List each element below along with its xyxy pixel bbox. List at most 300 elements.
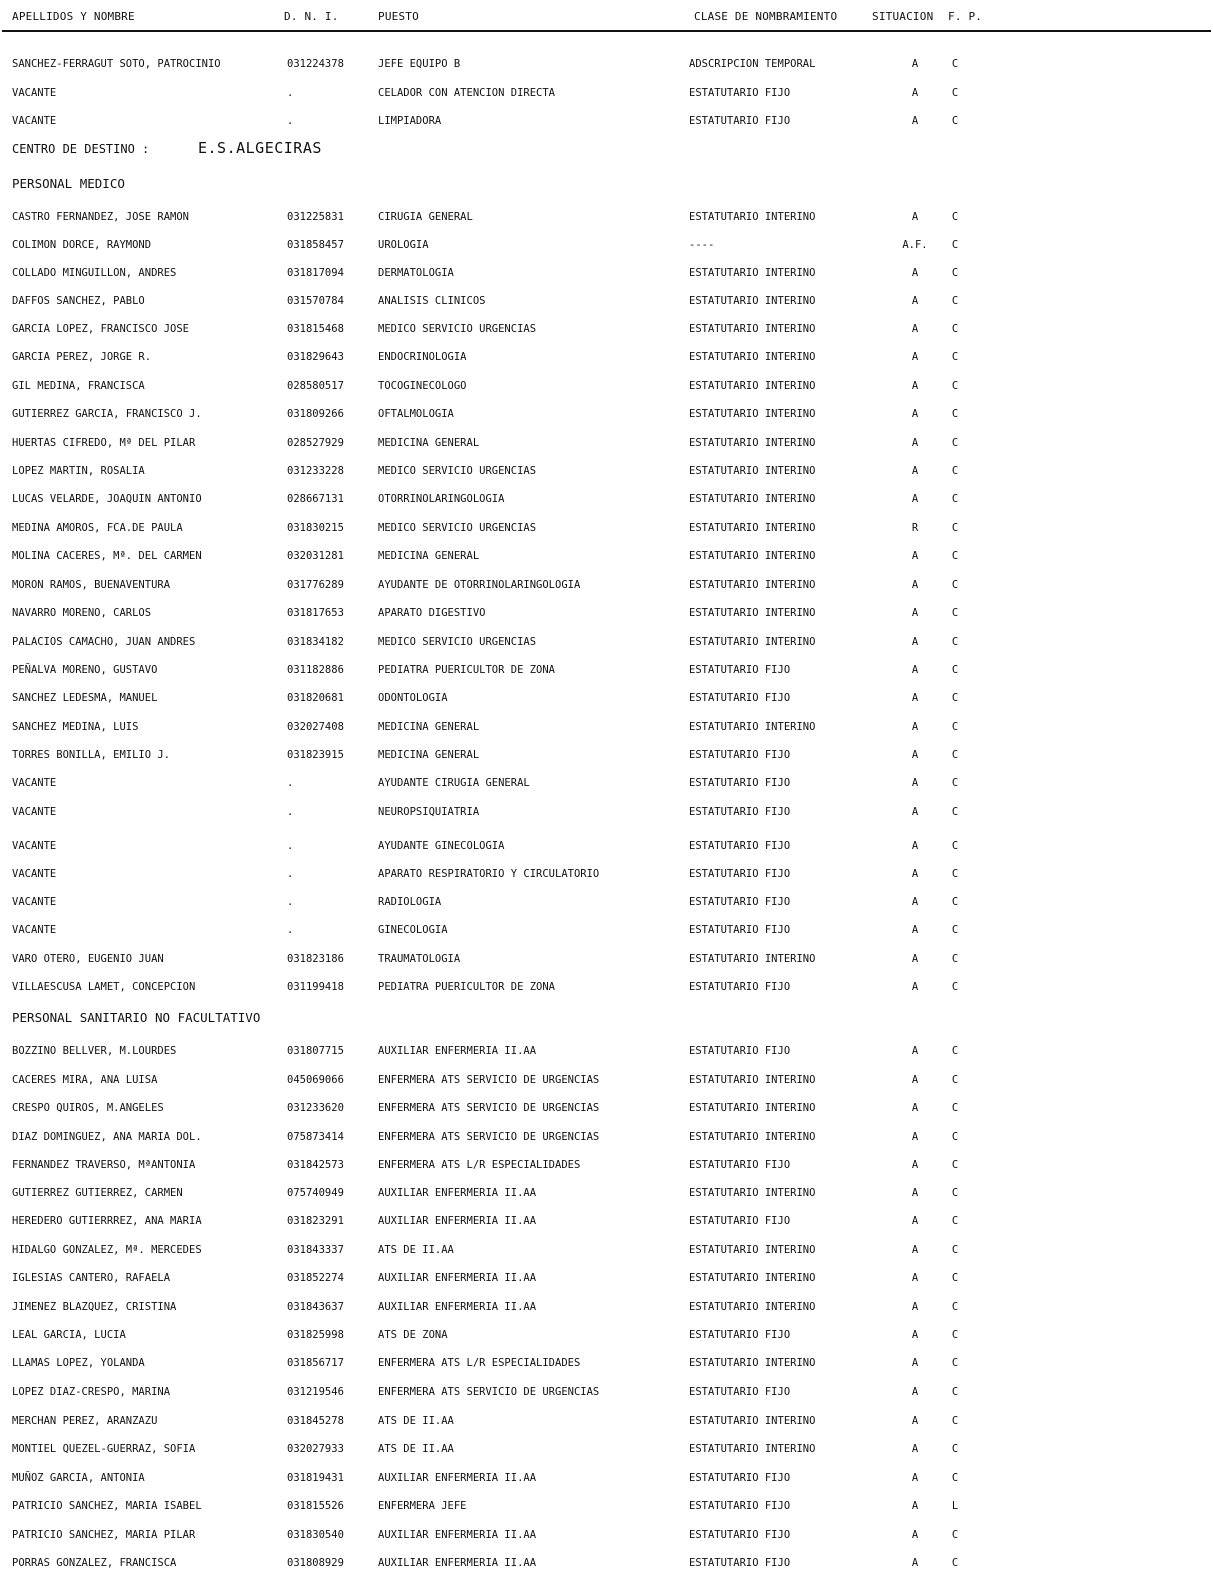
table-row (0, 1356, 1213, 1370)
cell-puesto: MEDICINA GENERAL (378, 550, 480, 562)
table-row (0, 294, 1213, 308)
cell-dni: . (287, 896, 294, 908)
table-row (0, 720, 1213, 734)
table-row (0, 923, 1213, 937)
cell-situacion: A (911, 351, 919, 363)
cell-name: GIL MEDINA, FRANCISCA (12, 380, 145, 392)
cell-fp: C (951, 1329, 959, 1341)
cell-situacion: A (911, 1357, 919, 1369)
cell-fp: C (951, 87, 959, 99)
cell-fp: C (951, 749, 959, 761)
cell-dni: 031808929 (287, 1557, 344, 1569)
cell-name: DIAZ DOMINGUEZ, ANA MARIA DOL. (12, 1131, 202, 1143)
table-row (0, 663, 1213, 677)
cell-clase: ESTATUTARIO FIJO (689, 868, 791, 880)
cell-situacion: A (911, 692, 919, 704)
cell-name: MOLINA CACERES, Mª. DEL CARMEN (12, 550, 202, 562)
cell-name: COLLADO MINGUILLON, ANDRES (12, 267, 177, 279)
cell-puesto: ATS DE II.AA (378, 1244, 454, 1256)
cell-fp: C (951, 806, 959, 818)
cell-dni: 031843637 (287, 1301, 344, 1313)
table-row (0, 1243, 1213, 1257)
cell-fp: C (951, 1386, 959, 1398)
cell-clase: ESTATUTARIO INTERINO (689, 721, 816, 733)
cell-situacion: A (911, 981, 919, 993)
cell-dni: 031817094 (287, 267, 344, 279)
cell-situacion: A (911, 1386, 919, 1398)
table-row (0, 952, 1213, 966)
cell-clase: ESTATUTARIO INTERINO (689, 1443, 816, 1455)
cell-fp: C (951, 579, 959, 591)
cell-dni: 075873414 (287, 1131, 344, 1143)
cell-puesto: MEDICO SERVICIO URGENCIAS (378, 465, 537, 477)
cell-fp: C (951, 636, 959, 648)
cell-dni: . (287, 868, 294, 880)
cell-name: CACERES MIRA, ANA LUISA (12, 1074, 158, 1086)
table-row (0, 1385, 1213, 1399)
cell-situacion: A (911, 267, 919, 279)
cell-situacion: A (911, 1272, 919, 1284)
cell-clase: ESTATUTARIO INTERINO (689, 493, 816, 505)
table-row (0, 839, 1213, 853)
cell-puesto: MEDICO SERVICIO URGENCIAS (378, 522, 537, 534)
cell-dni: . (287, 87, 294, 99)
table-row (0, 980, 1213, 994)
cell-dni: 031809266 (287, 408, 344, 420)
cell-name: COLIMON DORCE, RAYMOND (12, 239, 152, 251)
cell-situacion: A (911, 1159, 919, 1171)
cell-name: VACANTE (12, 868, 57, 880)
centro-label: CENTRO DE DESTINO : (12, 142, 150, 156)
cell-puesto: ATS DE II.AA (378, 1415, 454, 1427)
cell-situacion: A (911, 636, 919, 648)
cell-situacion: A (911, 749, 919, 761)
cell-situacion: A (911, 87, 919, 99)
table-row (0, 549, 1213, 563)
cell-situacion: A (911, 1329, 919, 1341)
cell-fp: C (951, 380, 959, 392)
cell-situacion: A (911, 1443, 919, 1455)
cell-puesto: TOCOGINECOLOGO (378, 380, 467, 392)
cell-fp: C (951, 351, 959, 363)
cell-name: HEREDERO GUTIERRREZ, ANA MARIA (12, 1215, 202, 1227)
table-row (0, 1499, 1213, 1513)
cell-fp: C (951, 1215, 959, 1227)
cell-dni: 045069066 (287, 1074, 344, 1086)
cell-puesto: ANALISIS CLINICOS (378, 295, 486, 307)
cell-name: VILLAESCUSA LAMET, CONCEPCION (12, 981, 196, 993)
cell-name: MONTIEL QUEZEL-GUERRAZ, SOFIA (12, 1443, 196, 1455)
cell-dni: 031570784 (287, 295, 344, 307)
cell-puesto: APARATO RESPIRATORIO Y CIRCULATORIO (378, 868, 600, 880)
cell-puesto: GINECOLOGIA (378, 924, 448, 936)
cell-dni: 031852274 (287, 1272, 344, 1284)
cell-fp: C (951, 1074, 959, 1086)
cell-name: FERNANDEZ TRAVERSO, MªANTONIA (12, 1159, 196, 1171)
cell-situacion: A (911, 924, 919, 936)
cell-dni: 031829643 (287, 351, 344, 363)
cell-puesto: AYUDANTE DE OTORRINOLARINGOLOGIA (378, 579, 581, 591)
section-title-sanitario: PERSONAL SANITARIO NO FACULTATIVO (12, 1010, 261, 1025)
cell-name: PATRICIO SANCHEZ, MARIA ISABEL (12, 1500, 202, 1512)
cell-name: LOPEZ DIAZ-CRESPO, MARINA (12, 1386, 171, 1398)
cell-dni: 031823915 (287, 749, 344, 761)
cell-dni: 031820681 (287, 692, 344, 704)
cell-fp: C (951, 239, 959, 251)
cell-puesto: JEFE EQUIPO B (378, 58, 461, 70)
table-row (0, 748, 1213, 762)
table-row (0, 436, 1213, 450)
cell-name: CRESPO QUIROS, M.ANGELES (12, 1102, 164, 1114)
cell-fp: C (951, 1131, 959, 1143)
cell-situacion: A (911, 1415, 919, 1427)
cell-situacion: A (911, 1074, 919, 1086)
cell-situacion: A (911, 721, 919, 733)
table-row (0, 1471, 1213, 1485)
cell-name: JIMENEZ BLAZQUEZ, CRISTINA (12, 1301, 177, 1313)
cell-dni: 031199418 (287, 981, 344, 993)
cell-fp: C (951, 58, 959, 70)
cell-situacion: A (911, 840, 919, 852)
cell-puesto: MEDICO SERVICIO URGENCIAS (378, 323, 537, 335)
table-row (0, 1556, 1213, 1570)
cell-dni: 031834182 (287, 636, 344, 648)
cell-puesto: CELADOR CON ATENCION DIRECTA (378, 87, 556, 99)
cell-puesto: ODONTOLOGIA (378, 692, 448, 704)
table-row (0, 238, 1213, 252)
cell-dni: 032027408 (287, 721, 344, 733)
cell-name: PORRAS GONZALEZ, FRANCISCA (12, 1557, 177, 1569)
cell-dni: 031856717 (287, 1357, 344, 1369)
cell-fp: C (951, 896, 959, 908)
cell-clase: ESTATUTARIO INTERINO (689, 211, 816, 223)
cell-puesto: AUXILIAR ENFERMERIA II.AA (378, 1529, 537, 1541)
cell-puesto: TRAUMATOLOGIA (378, 953, 461, 965)
cell-situacion: A (911, 380, 919, 392)
cell-fp: C (951, 1244, 959, 1256)
cell-name: VACANTE (12, 924, 57, 936)
cell-situacion: A (911, 550, 919, 562)
cell-clase: ESTATUTARIO INTERINO (689, 1415, 816, 1427)
cell-fp: C (951, 465, 959, 477)
cell-fp: C (951, 953, 959, 965)
cell-fp: C (951, 1415, 959, 1427)
cell-dni: 031845278 (287, 1415, 344, 1427)
cell-situacion: A (911, 579, 919, 591)
table-row (0, 521, 1213, 535)
table-row (0, 492, 1213, 506)
cell-dni: 031823186 (287, 953, 344, 965)
cell-fp: C (951, 692, 959, 704)
cell-name: LOPEZ MARTIN, ROSALIA (12, 465, 145, 477)
cell-situacion: A (911, 1215, 919, 1227)
cell-puesto: ENDOCRINOLOGIA (378, 351, 467, 363)
cell-dni: 028527929 (287, 437, 344, 449)
table-row (0, 1073, 1213, 1087)
cell-situacion: A (911, 1102, 919, 1114)
cell-name: VACANTE (12, 806, 57, 818)
cell-fp: C (951, 1045, 959, 1057)
cell-fp: C (951, 1529, 959, 1541)
cell-fp: C (951, 1301, 959, 1313)
cell-situacion: A.F. (902, 239, 928, 251)
table-row (0, 1044, 1213, 1058)
table-row (0, 57, 1213, 71)
header-dni: D. N. I. (284, 10, 339, 23)
cell-fp: C (951, 1102, 959, 1114)
cell-dni: 028667131 (287, 493, 344, 505)
cell-clase: ESTATUTARIO FIJO (689, 692, 791, 704)
cell-situacion: A (911, 211, 919, 223)
cell-situacion: A (911, 1045, 919, 1057)
cell-situacion: A (911, 1472, 919, 1484)
cell-dni: 031817653 (287, 607, 344, 619)
cell-name: GARCIA LOPEZ, FRANCISCO JOSE (12, 323, 190, 335)
cell-situacion: A (911, 777, 919, 789)
cell-puesto: AUXILIAR ENFERMERIA II.AA (378, 1472, 537, 1484)
cell-name: VACANTE (12, 840, 57, 852)
cell-fp: C (951, 924, 959, 936)
cell-name: LEAL GARCIA, LUCIA (12, 1329, 126, 1341)
cell-puesto: ATS DE ZONA (378, 1329, 448, 1341)
table-row (0, 379, 1213, 393)
cell-fp: C (951, 295, 959, 307)
cell-fp: C (951, 1272, 959, 1284)
cell-clase: ESTATUTARIO INTERINO (689, 1272, 816, 1284)
cell-puesto: RADIOLOGIA (378, 896, 442, 908)
cell-situacion: A (911, 953, 919, 965)
cell-dni: 031233620 (287, 1102, 344, 1114)
cell-puesto: AUXILIAR ENFERMERIA II.AA (378, 1187, 537, 1199)
cell-puesto: ENFERMERA ATS SERVICIO DE URGENCIAS (378, 1102, 600, 1114)
cell-dni: . (287, 115, 294, 127)
table-row (0, 867, 1213, 881)
cell-situacion: A (911, 295, 919, 307)
cell-clase: ESTATUTARIO INTERINO (689, 1187, 816, 1199)
cell-dni: 031830540 (287, 1529, 344, 1541)
cell-name: IGLESIAS CANTERO, RAFAELA (12, 1272, 171, 1284)
cell-clase: ESTATUTARIO FIJO (689, 1557, 791, 1569)
cell-clase: ESTATUTARIO INTERINO (689, 408, 816, 420)
cell-situacion: A (911, 465, 919, 477)
cell-situacion: A (911, 493, 919, 505)
cell-clase: ESTATUTARIO INTERINO (689, 323, 816, 335)
cell-clase: ESTATUTARIO FIJO (689, 1500, 791, 1512)
cell-puesto: ENFERMERA ATS L/R ESPECIALIDADES (378, 1159, 581, 1171)
cell-fp: C (951, 1357, 959, 1369)
cell-situacion: A (911, 1301, 919, 1313)
cell-name: GUTIERREZ GARCIA, FRANCISCO J. (12, 408, 202, 420)
table-row (0, 210, 1213, 224)
cell-clase: ESTATUTARIO INTERINO (689, 351, 816, 363)
cell-clase: ESTATUTARIO INTERINO (689, 1244, 816, 1256)
cell-dni: 031233228 (287, 465, 344, 477)
cell-name: MEDINA AMOROS, FCA.DE PAULA (12, 522, 183, 534)
cell-situacion: A (911, 607, 919, 619)
table-row (0, 266, 1213, 280)
cell-clase: ADSCRIPCION TEMPORAL (689, 58, 816, 70)
header-name: APELLIDOS Y NOMBRE (12, 10, 135, 23)
centro-value: E.S.ALGECIRAS (198, 139, 322, 157)
cell-name: HUERTAS CIFREDO, Mª DEL PILAR (12, 437, 196, 449)
cell-dni: 031830215 (287, 522, 344, 534)
cell-situacion: A (911, 1529, 919, 1541)
cell-puesto: MEDICINA GENERAL (378, 721, 480, 733)
header-situacion: SITUACION (872, 10, 934, 23)
table-row (0, 776, 1213, 790)
cell-fp: L (951, 1500, 959, 1512)
table-row (0, 1130, 1213, 1144)
cell-puesto: ENFERMERA ATS SERVICIO DE URGENCIAS (378, 1386, 600, 1398)
cell-puesto: AUXILIAR ENFERMERIA II.AA (378, 1301, 537, 1313)
cell-puesto: NEUROPSIQUIATRIA (378, 806, 480, 818)
cell-situacion: A (911, 1131, 919, 1143)
table-row (0, 114, 1213, 128)
cell-situacion: A (911, 868, 919, 880)
table-row (0, 1271, 1213, 1285)
centro-destino (12, 139, 322, 157)
cell-clase: ESTATUTARIO FIJO (689, 806, 791, 818)
cell-dni: 032027933 (287, 1443, 344, 1455)
cell-fp: C (951, 408, 959, 420)
cell-clase: ESTATUTARIO FIJO (689, 1215, 791, 1227)
header-fp: F. P. (948, 10, 983, 23)
cell-situacion: A (911, 1557, 919, 1569)
cell-fp: C (951, 211, 959, 223)
cell-fp: C (951, 664, 959, 676)
cell-puesto: LIMPIADORA (378, 115, 442, 127)
cell-clase: ESTATUTARIO INTERINO (689, 1102, 816, 1114)
table-row (0, 1328, 1213, 1342)
cell-clase: ESTATUTARIO INTERINO (689, 1131, 816, 1143)
cell-puesto: MEDICINA GENERAL (378, 749, 480, 761)
cell-name: BOZZINO BELLVER, M.LOURDES (12, 1045, 177, 1057)
cell-name: MERCHAN PEREZ, ARANZAZU (12, 1415, 158, 1427)
section-title-medico: PERSONAL MEDICO (12, 176, 125, 191)
cell-dni: 031224378 (287, 58, 344, 70)
cell-name: PATRICIO SANCHEZ, MARIA PILAR (12, 1529, 196, 1541)
cell-puesto: AUXILIAR ENFERMERIA II.AA (378, 1215, 537, 1227)
cell-situacion: A (911, 408, 919, 420)
cell-dni: . (287, 806, 294, 818)
cell-dni: 031807715 (287, 1045, 344, 1057)
cell-clase: ESTATUTARIO FIJO (689, 664, 791, 676)
cell-dni: 032031281 (287, 550, 344, 562)
cell-dni: 031219546 (287, 1386, 344, 1398)
cell-dni: 031776289 (287, 579, 344, 591)
cell-name: TORRES BONILLA, EMILIO J. (12, 749, 171, 761)
cell-situacion: A (911, 1500, 919, 1512)
cell-dni: 031182886 (287, 664, 344, 676)
cell-dni: 031842573 (287, 1159, 344, 1171)
cell-situacion: A (911, 664, 919, 676)
cell-puesto: APARATO DIGESTIVO (378, 607, 486, 619)
cell-clase: ESTATUTARIO INTERINO (689, 465, 816, 477)
cell-clase: ESTATUTARIO FIJO (689, 115, 791, 127)
cell-clase: ESTATUTARIO INTERINO (689, 267, 816, 279)
cell-fp: C (951, 1472, 959, 1484)
cell-name: MORON RAMOS, BUENAVENTURA (12, 579, 171, 591)
cell-situacion: A (911, 1244, 919, 1256)
cell-clase: ESTATUTARIO INTERINO (689, 579, 816, 591)
table-row (0, 578, 1213, 592)
cell-name: HIDALGO GONZALEZ, Mª. MERCEDES (12, 1244, 202, 1256)
cell-puesto: AUXILIAR ENFERMERIA II.AA (378, 1272, 537, 1284)
cell-clase: ESTATUTARIO INTERINO (689, 1357, 816, 1369)
cell-clase: ESTATUTARIO INTERINO (689, 437, 816, 449)
cell-puesto: CIRUGIA GENERAL (378, 211, 473, 223)
cell-puesto: AYUDANTE GINECOLOGIA (378, 840, 505, 852)
cell-puesto: ENFERMERA ATS SERVICIO DE URGENCIAS (378, 1131, 600, 1143)
cell-name: NAVARRO MORENO, CARLOS (12, 607, 152, 619)
cell-fp: C (951, 550, 959, 562)
table-row (0, 606, 1213, 620)
cell-situacion: A (911, 115, 919, 127)
cell-situacion: A (911, 323, 919, 335)
cell-clase: ESTATUTARIO FIJO (689, 981, 791, 993)
cell-clase: ESTATUTARIO INTERINO (689, 295, 816, 307)
cell-dni: 031815468 (287, 323, 344, 335)
cell-puesto: AUXILIAR ENFERMERIA II.AA (378, 1045, 537, 1057)
cell-dni: 028580517 (287, 380, 344, 392)
cell-clase: ESTATUTARIO FIJO (689, 1159, 791, 1171)
table-row (0, 86, 1213, 100)
table-row (0, 1186, 1213, 1200)
cell-fp: C (951, 115, 959, 127)
cell-puesto: AUXILIAR ENFERMERIA II.AA (378, 1557, 537, 1569)
cell-name: DAFFOS SANCHEZ, PABLO (12, 295, 145, 307)
table-row (0, 322, 1213, 336)
cell-situacion: A (911, 1187, 919, 1199)
cell-fp: C (951, 323, 959, 335)
cell-puesto: ENFERMERA JEFE (378, 1500, 467, 1512)
cell-clase: ESTATUTARIO FIJO (689, 777, 791, 789)
cell-clase: ESTATUTARIO FIJO (689, 87, 791, 99)
cell-dni: 031823291 (287, 1215, 344, 1227)
cell-dni: 031815526 (287, 1500, 344, 1512)
cell-fp: C (951, 721, 959, 733)
cell-dni: . (287, 777, 294, 789)
cell-puesto: DERMATOLOGIA (378, 267, 454, 279)
cell-name: VACANTE (12, 115, 57, 127)
cell-dni: 031843337 (287, 1244, 344, 1256)
table-row (0, 1414, 1213, 1428)
cell-dni: . (287, 840, 294, 852)
cell-fp: C (951, 1159, 959, 1171)
cell-name: LLAMAS LOPEZ, YOLANDA (12, 1357, 145, 1369)
cell-clase: ---- (689, 239, 715, 251)
cell-clase: ESTATUTARIO FIJO (689, 1472, 791, 1484)
cell-clase: ESTATUTARIO INTERINO (689, 1301, 816, 1313)
cell-puesto: OTORRINOLARINGOLOGIA (378, 493, 505, 505)
table-row (0, 1214, 1213, 1228)
cell-dni: . (287, 924, 294, 936)
cell-situacion: A (911, 437, 919, 449)
cell-fp: C (951, 868, 959, 880)
cell-clase: ESTATUTARIO FIJO (689, 1386, 791, 1398)
table-row (0, 1442, 1213, 1456)
cell-fp: C (951, 1557, 959, 1569)
cell-situacion: R (911, 522, 919, 534)
cell-puesto: ATS DE II.AA (378, 1443, 454, 1455)
cell-clase: ESTATUTARIO FIJO (689, 1529, 791, 1541)
table-row (0, 691, 1213, 705)
cell-fp: C (951, 1443, 959, 1455)
cell-situacion: A (911, 806, 919, 818)
cell-clase: ESTATUTARIO FIJO (689, 840, 791, 852)
cell-dni: 075740949 (287, 1187, 344, 1199)
table-row (0, 805, 1213, 819)
